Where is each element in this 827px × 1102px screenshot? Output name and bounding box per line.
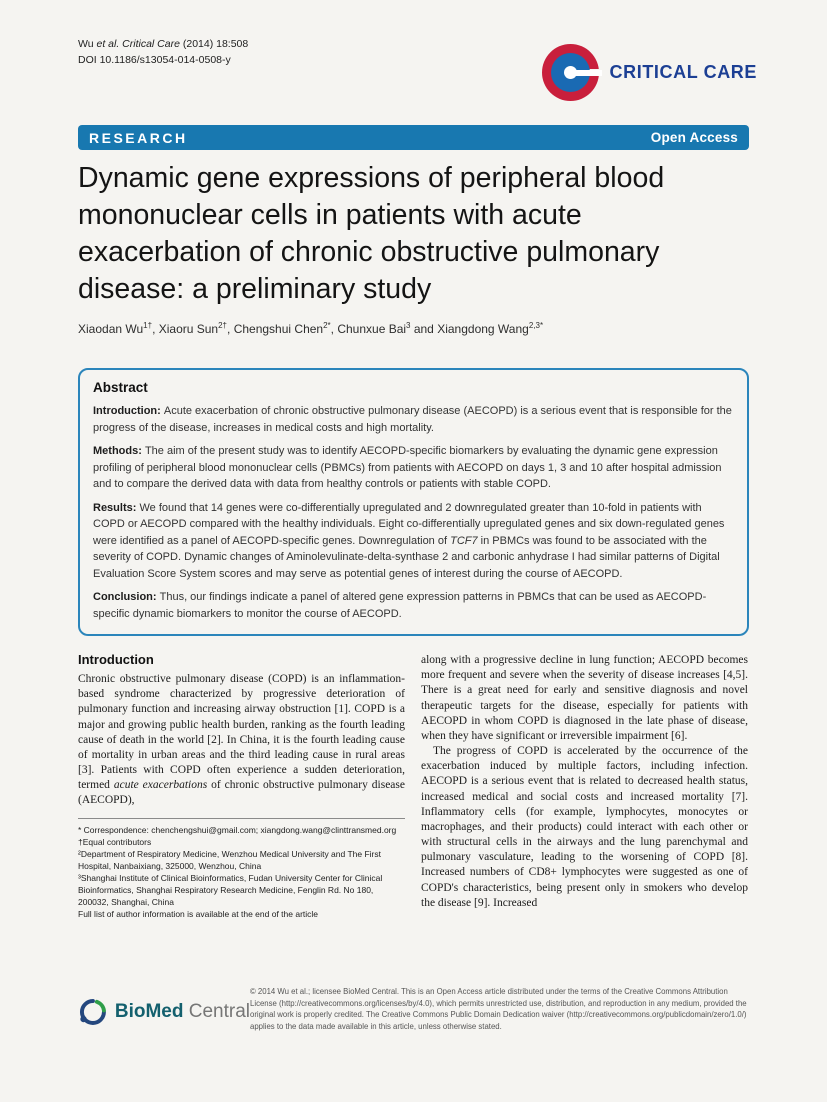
article-title: Dynamic gene expressions of peripheral blood mononuclear cells in patients with acute exacerbation of chronic obstructive pulmonary disease: a preliminary study (78, 162, 665, 306)
author: Xiaoru Sun$^{2\dagger}$ (158, 321, 228, 336)
left-column (78, 652, 405, 920)
banner-open-access-label: Open Access (650, 130, 738, 145)
author-line (78, 321, 743, 336)
author: Xiangdong Wang$^{2,3*}$ (437, 321, 544, 336)
author-separator: , (330, 322, 338, 336)
abstract-heading: Abstract (93, 380, 148, 395)
author: Chunxue Bai$^3$ (337, 321, 411, 336)
biomed-bold-text: BioMed (114, 1001, 184, 1022)
author: Chengshui Chen$^{2*}$ (233, 321, 331, 336)
biomed-ring-icon (78, 993, 108, 1031)
citation-suffix: (2014) 18:508 (179, 38, 249, 50)
abstract-box (78, 368, 749, 636)
article-type-banner (78, 125, 749, 150)
introduction-paragraph-2: along with a progressive decline in lung function; AECOPD becomes more frequent and severe when the severity of disease increases [4,5]. There is a great need for early and sensitive diagnosis and novel therapeutic targets for the disease, especially for patients with AECOPD in whom COPD is diagnosed in the late phase of disease, when they have significant or irreversible impairment [6]. (421, 654, 748, 742)
abstract-introduction-text: Acute exacerbation of chronic obstructive pulmonary disease (AECOPD) is a serious event that is responsible for the progress of the disease, increases in medical costs and high mortality. (93, 405, 732, 434)
banner-research-label: RESEARCH (89, 129, 188, 146)
page-footer (78, 984, 753, 1034)
right-column (421, 652, 748, 920)
critical-care-logo-icon (542, 44, 599, 101)
affiliation-2: ²Department of Respiratory Medicine, Wenzhou Medical University and The First Hospital, Nanbaixiang, 325000, Wenzhou, China (78, 848, 381, 871)
author-separator: , (227, 322, 234, 336)
citation-block (78, 36, 248, 69)
author-separator: , (152, 322, 159, 336)
journal-logo (542, 44, 757, 101)
abstract-conclusion-label: Conclusion: (93, 591, 160, 603)
abstract-methods (93, 443, 734, 493)
abstract-results-label: Results: (93, 501, 140, 514)
abstract-conclusion-text: Thus, our findings indicate a panel of altered gene expression patterns in PBMCs that can be used as AECOPD-specific dynamic biomarkers to monitor the course of AECOPD. (93, 591, 707, 620)
abstract-results-text: We found that 14 genes were co-differentially upregulated and 2 downregulated greater than 10-fold in patients with COPD or AECOPD compared with the healthy individuals. Eight co-differentially upregulated genes and six down-regulated genes were identified as a panel of AECOPD-specific genes. Downregulation of (93, 501, 725, 547)
citation-prefix: Wu (78, 38, 97, 50)
abstract-results-gene: TCF7 (450, 534, 478, 547)
biomed-light-text: Central (183, 1001, 250, 1022)
abstract-conclusion (93, 589, 734, 622)
citation-line (78, 38, 248, 50)
introduction-heading: Introduction (78, 652, 154, 667)
citation-journal: et al. Critical Care (96, 38, 180, 50)
introduction-paragraph-1: Chronic obstructive pulmonary disease (COPD) is an inflammation-based syndrome characterized by progressive deterioration of pulmonary function and increasing airway obstruction [1]. COPD is a major and growing public health burden, ranking as the fourth leading cause of death in the world [2]. In China, it is the fourth leading cause of mortality in urban areas and the third leading cause in rural areas [3]. Patients with COPD often experience a sudden deterioration, termed acute exacerbations of chronic obstructive pulmonary disease (AECOPD), (78, 673, 405, 807)
affiliation-3: ³Shanghai Institute of Clinical Bioinformatics, Fudan University Center for Clinical Bioinformatics, Shanghai Respiratory Research Medicine, Fenglin Rd. No 180, 200032, Shanghai, China (78, 872, 383, 907)
footnote-block (78, 818, 405, 921)
author-info-note: Full list of author information is available at the end of the article (78, 908, 319, 919)
introduction-paragraph-3: The progress of COPD is accelerated by the occurrence of the exacerbation induced by multiple factors, including infection. AECOPD is a serious event that is related to decreased health status, increased medical and social costs and increased mortality [7]. Inflammatory cells (for example, lymphocytes, monocytes or macrophages, and their products) could interact with each other or with structural cells in the airways and the lung parenchymal and pulmonary vasculature, leading to the worsening of COPD [8]. Increased numbers of CD8+ lymphocytes were suggested as one of COPD's characteristics, being present only in smokers who develop the disease [9]. Increased (421, 745, 748, 909)
abstract-introduction-label: Introduction: (93, 405, 164, 417)
abstract-methods-text: The aim of the present study was to identify AECOPD-specific biomarkers by evaluating the dynamic gene expression profiling of peripheral blood mononuclear cells (PBMCs) from patients with AECOPD on days 1, 3 and 10 after hospital admission and to compare the derived data with data from healthy controls or patients with stable COPD. (93, 445, 722, 490)
biomed-central-logo (78, 984, 250, 1034)
doi-line: DOI 10.1186/s13054-014-0508-y (78, 54, 231, 67)
abstract-results (93, 500, 734, 583)
equal-contributors-note: †Equal contributors (78, 836, 152, 847)
journal-name: CRITICAL CARE (609, 62, 757, 82)
author: Xiaodan $Wu^{1\dagger}$ (78, 321, 153, 336)
abstract-methods-label: Methods: (93, 445, 145, 457)
correspondence-note: * Correspondence: chenchengshui@gmail.com; xiangdong.wang@clinttransmed.org (78, 824, 397, 835)
abstract-introduction (93, 403, 734, 436)
italic-term: acute exacerbations (113, 779, 208, 792)
author-separator: and (410, 322, 438, 336)
abstract-results-text: in PBMCs was found to be associated with the severity of COPD. Dynamic changes of Aminolevulinate-delta-synthase 2 and carbonic anhydrase I had similar patterns of Digital Evaluation Score System scores and may serve as potential genes of interest during the course of AECOPD. (93, 534, 720, 580)
biomed-wordmark (115, 1001, 250, 1023)
body-columns (78, 652, 749, 920)
logo-notch-front (572, 70, 602, 76)
copyright-text: © 2014 Wu et al.; licensee BioMed Central. This is an Open Access article distributed under the terms of the Creative Commons Attribution License (http://creativecommons.org/licenses/by/4.0), which permits unrestricted use, distribution, and reproduction in any medium, provided the original work is properly credited. The Creative Commons Public Domain Dedication waiver (http://creativecommons.org/publicdomain/zero/1.0/) applies to the data made available in this article, unless otherwise stated. (250, 987, 747, 1032)
